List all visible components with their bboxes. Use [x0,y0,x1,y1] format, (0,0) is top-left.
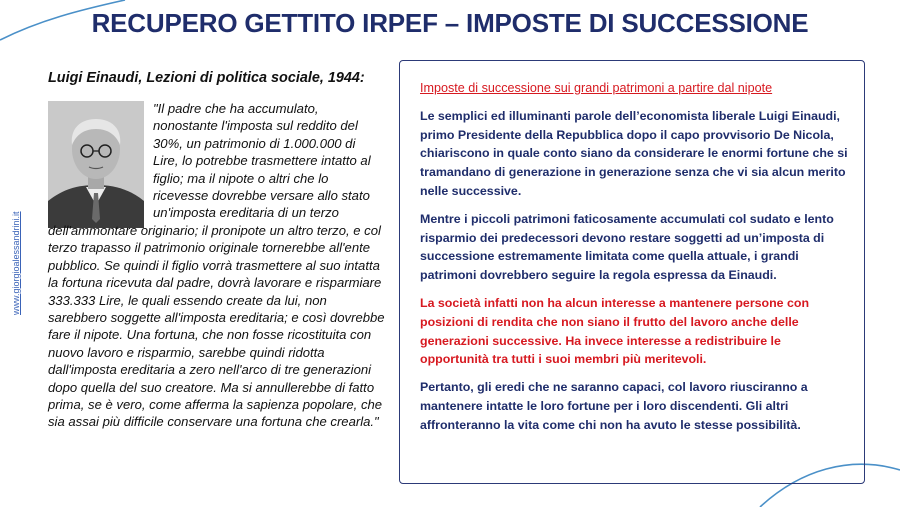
commentary-heading: Imposte di successione sui grandi patrimoni a partire dal nipote [420,81,773,95]
commentary-paragraph-highlight: La società infatti non ha alcun interesse a mantenere persone con posizioni di rendita che non siano il frutto del lavoro anche delle generazioni successive. Ha invece interesse a redistribuire le opportunità tra tutti i suoi membri più meritevoli. [420,295,810,367]
slide-title: RECUPERO GETTITO IRPEF – IMPOSTE DI SUCCESSIONE [91,8,809,38]
quote-paragraph-rest: dell'ammontare originario; il pronipote un altro terzo, e col terzo trapasso il patrimonio originale tornerebbe all'ente pubblico. Se quindi il figlio vorrà trasmettere al suo intatta la fortuna ricevuta dal padre, dovrà lavorare e risparmiare 333.333 Lire, le quali essendo create da lui, non sarebbero soggette all'imposta ereditaria; e così dovrebbe fare il nipote. Una fortuna, che non fosse ricostituita con nuovo lavoro e risparmio, sarebbe quindi ridotta dall'imposta ereditaria a zero nell'arco di tre generazioni dopo quella del suo creatore. Ma si annullerebbe di fatto prima, se è vero, come afferma la sapienza popolare, che sia assai più difficile conservare una fortuna che crearla." [48,223,385,430]
quote-text-rest [48,222,386,431]
quote-paragraph-first: "Il padre che ha accumulato, nonostante l'imposta sul reddito del 30%, un patrimonio di 1.000.000 di Lire, lo potrebbe trasmettere intatto al figlio; ma il nipote o altri che lo ricevesse dovrebbe versare allo stato un'imposta ereditaria di un terzo [153,101,371,221]
commentary-paragraph: Mentre i piccoli patrimoni faticosamente accumulati col sudato e lento risparmio dei predecessori devono restare soggetti ad un’imposta di successione estremamente limitata come quella attuale, i grandi patrimoni dovrebbero seguire la regola espressa da Einaudi. [420,211,834,283]
commentary-paragraph: Le semplici ed illuminanti parole dell’economista liberale Luigi Einaudi, primo Presidente della Repubblica dopo il capo provvisorio De Nicola, chiariscono in quale conto siano da considerare le enormi fortune che si tramandano di generazione in generazione senza che vi sia alcun merito nelle successive. [420,108,848,198]
commentary-paragraph: Pertanto, gli eredi che ne saranno capaci, col lavoro riusciranno a mantenere intatte le loro fortune per i loro discendenti. Gli altri affronteranno la vita come chi non ha avuto le stesse possibilità. [420,380,808,432]
commentary-box [399,60,865,484]
einaudi-portrait-image [48,101,144,228]
quote-text-first-part [153,100,383,222]
quote-heading: Luigi Einaudi, Lezioni di politica sociale, 1944: [48,70,365,86]
side-website-link[interactable]: www.giorgioalessandrini.it [11,211,21,315]
